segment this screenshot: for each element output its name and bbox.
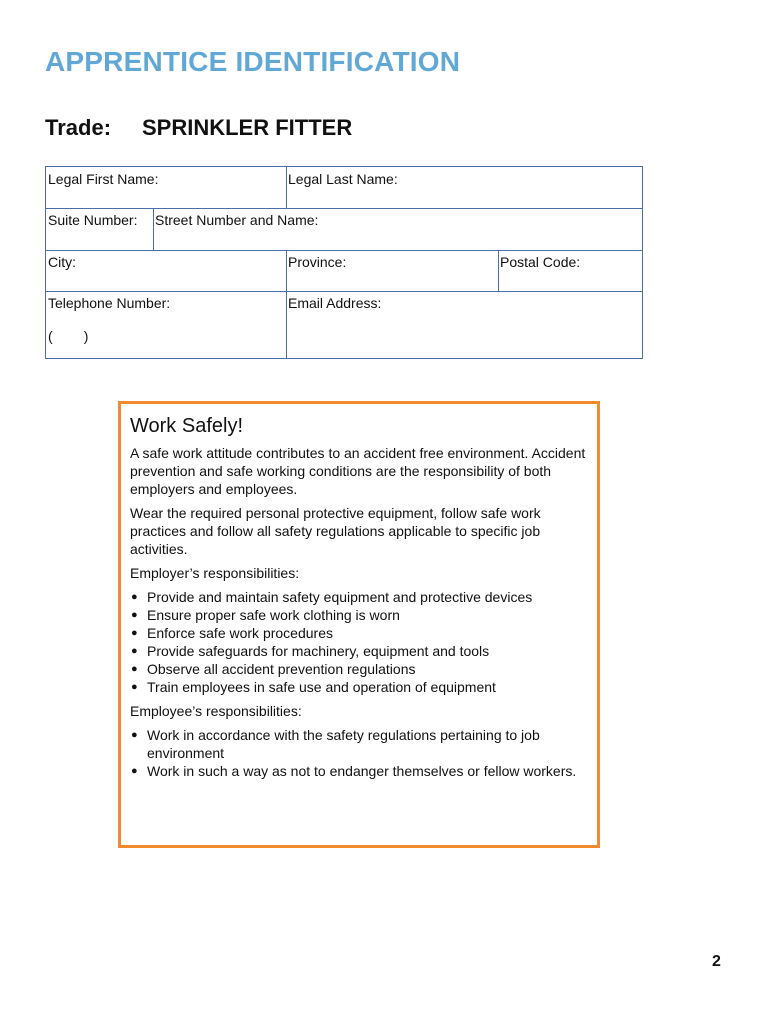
city-field[interactable] [46, 250, 286, 291]
list-item: ● Observe all accident prevention regulations [131, 661, 416, 677]
suite-number-label: Suite Number: [48, 212, 138, 228]
bullet-icon: ● [131, 591, 138, 603]
telephone-field[interactable] [46, 291, 286, 358]
telephone-label: Telephone Number: [48, 295, 171, 311]
page-number: 2 [712, 953, 721, 970]
employee-list [130, 726, 587, 780]
work-safely-title: Work Safely! [130, 415, 243, 437]
bullet-icon: ● [131, 627, 138, 639]
list-item: ● Train employees in safe use and operation of equipment [131, 679, 496, 695]
list-item: ● Provide and maintain safety equipment and protective devices [131, 589, 533, 605]
employee-heading: Employee’s responsibilities: [130, 703, 302, 719]
list-item: ● Provide safeguards for machinery, equipment and tools [131, 643, 490, 659]
email-field[interactable] [286, 291, 642, 358]
bullet-icon: ● [131, 765, 138, 777]
street-label: Street Number and Name: [155, 212, 319, 228]
safety-paragraph: Wear the required personal protective equipment, follow safe work practices and follow all safety regulations applicable to specific job activities. [130, 505, 541, 557]
bullet-icon: ● [131, 645, 138, 657]
postal-code-field[interactable] [498, 250, 642, 291]
legal-first-name-label: Legal First Name: [48, 171, 159, 187]
employer-list [130, 588, 587, 696]
province-label: Province: [288, 254, 347, 270]
legal-first-name-field[interactable] [46, 167, 286, 208]
street-field[interactable] [153, 208, 642, 250]
bullet-icon: ● [131, 681, 138, 693]
trade-label: Trade: [45, 115, 112, 140]
page-title: APPRENTICE IDENTIFICATION [45, 46, 461, 77]
list-item: ● Work in accordance with the safety regulations pertaining to job environment [131, 727, 540, 761]
list-item: ● Enforce safe work procedures [131, 625, 333, 641]
province-field[interactable] [286, 250, 498, 291]
trade-line [45, 115, 353, 141]
bullet-icon: ● [131, 729, 138, 741]
postal-code-label: Postal Code: [500, 254, 581, 270]
legal-last-name-field[interactable] [286, 167, 642, 208]
telephone-format: ( ) [48, 328, 89, 344]
employer-heading: Employer’s responsibilities: [130, 565, 300, 581]
list-item: ● Work in such a way as not to endanger themselves or fellow workers. [131, 763, 577, 779]
bullet-icon: ● [131, 663, 138, 675]
apprentice-info-form [45, 166, 643, 359]
suite-number-field[interactable] [46, 208, 153, 250]
safety-paragraph: A safe work attitude contributes to an accident free environment. Accident prevention and safe working conditions are the responsibility of both employers and employees. [130, 445, 586, 497]
trade-value: SPRINKLER FITTER [142, 115, 353, 140]
email-label: Email Address: [288, 295, 382, 311]
work-safely-box [118, 401, 600, 848]
legal-last-name-label: Legal Last Name: [288, 171, 398, 187]
city-label: City: [48, 254, 76, 270]
bullet-icon: ● [131, 609, 138, 621]
list-item: ● Ensure proper safe work clothing is worn [131, 607, 400, 623]
